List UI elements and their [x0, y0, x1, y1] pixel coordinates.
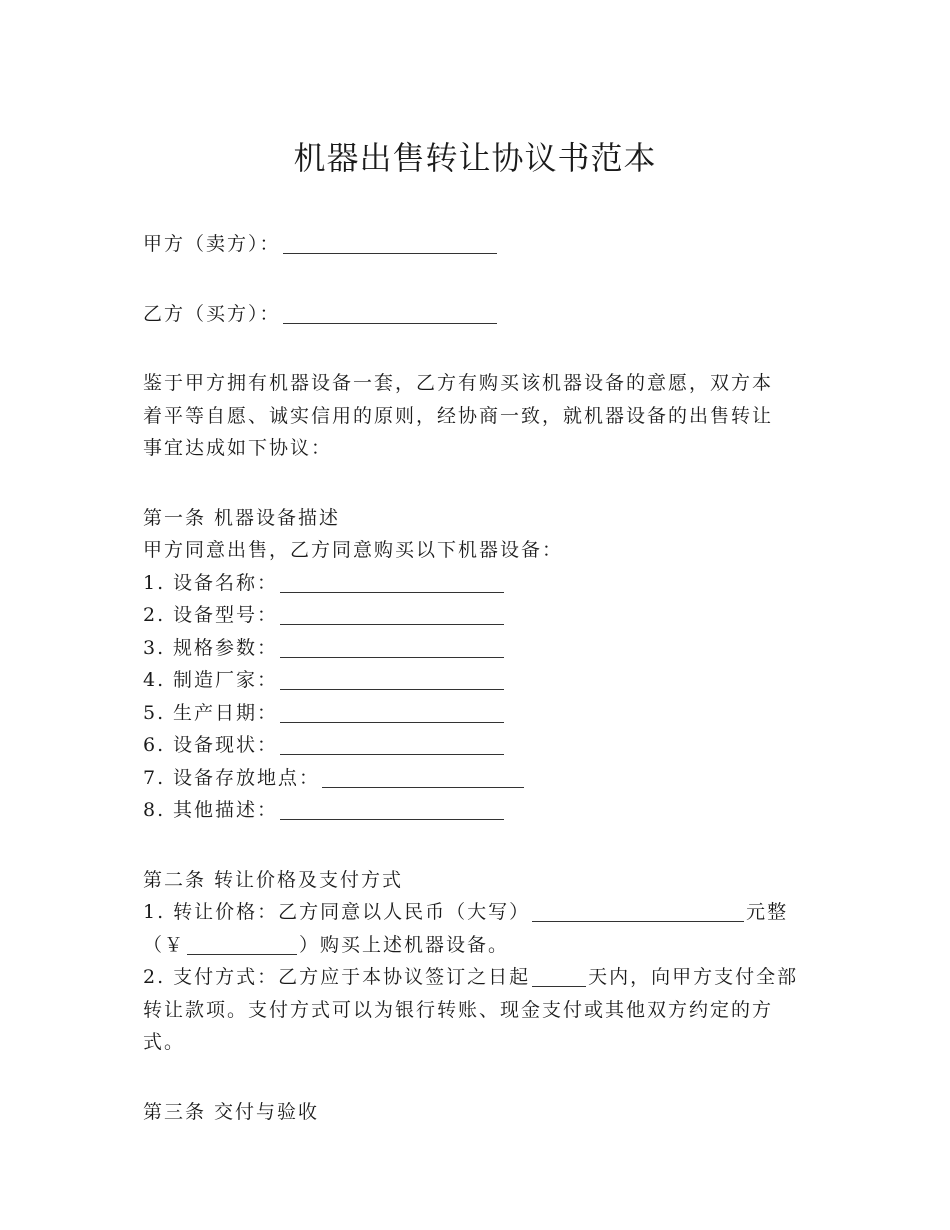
payment-line-2: 转让款项。支付方式可以为银行转账、现金支付或其他双方约定的方 [143, 998, 774, 1021]
item-blank [280, 637, 504, 658]
equipment-item [143, 567, 808, 600]
item-blank [280, 734, 504, 755]
payment-line-3: 式。 [143, 1031, 186, 1053]
item-blank [280, 604, 504, 625]
item-label: 生产日期： [173, 701, 279, 724]
item-number: 4. [143, 669, 166, 691]
item-number: 6. [143, 734, 166, 756]
document-body [143, 228, 808, 1128]
article-2-heading: 第二条 转让价格及支付方式 [143, 868, 404, 891]
item-blank [280, 572, 504, 593]
item-number: 5. [143, 701, 166, 724]
item-number: 3. [143, 636, 166, 659]
item-blank [322, 767, 524, 788]
payment-line [143, 961, 808, 994]
item-label: 设备型号： [173, 604, 279, 626]
article-3-heading: 第三条 交付与验收 [143, 1100, 320, 1123]
payment-days-blank [532, 966, 586, 987]
item-label: 制造厂家： [173, 669, 279, 691]
equipment-item [143, 599, 808, 632]
price-amount-blank [532, 901, 744, 922]
preamble-line: 着平等自愿、诚实信用的原则，经协商一致，就机器设备的出售转让 [143, 404, 774, 427]
preamble-line: 鉴于甲方拥有机器设备一套，乙方有购买该机器设备的意愿，双方本 [143, 372, 774, 394]
party-b-blank [283, 303, 497, 324]
equipment-item [143, 697, 808, 730]
item-blank [280, 669, 504, 690]
party-b-line [143, 298, 808, 331]
item-number: 7. [143, 766, 166, 789]
payment-suffix: 天内，向甲方支付全部 [588, 966, 799, 988]
party-a-blank [283, 233, 497, 254]
price-prefix: 1. 转让价格：乙方同意以人民币（大写） [143, 901, 531, 923]
item-label: 设备现状： [173, 734, 279, 756]
party-a-label: 甲方（卖方）： [143, 233, 281, 255]
article-1-heading: 第一条 机器设备描述 [143, 506, 341, 529]
preamble-line: 事宜达成如下协议： [143, 437, 333, 459]
equipment-item [143, 664, 808, 697]
price-line2-suffix: ）购买上述机器设备。 [299, 933, 510, 956]
equipment-item [143, 762, 808, 795]
item-blank [280, 799, 504, 820]
payment-prefix: 2. 支付方式：乙方应于本协议签订之日起 [143, 966, 531, 988]
item-label: 设备存放地点： [173, 766, 321, 789]
price-line2-prefix: （￥ [143, 933, 186, 956]
article-1-intro: 甲方同意出售，乙方同意购买以下机器设备： [143, 539, 564, 561]
document-title: 机器出售转让协议书范本 [293, 139, 657, 177]
item-number: 1. [143, 571, 166, 594]
item-blank [280, 702, 504, 723]
equipment-item [143, 729, 808, 762]
price-number-blank [187, 934, 297, 955]
item-label: 规格参数： [173, 636, 279, 659]
item-label: 设备名称： [173, 571, 279, 594]
equipment-item [143, 794, 808, 827]
party-a-line [143, 228, 808, 261]
price-suffix: 元整 [746, 901, 789, 923]
item-number: 8. [143, 799, 166, 821]
price-line [143, 896, 808, 929]
equipment-item [143, 632, 808, 665]
item-label: 其他描述： [173, 799, 279, 821]
item-number: 2. [143, 604, 166, 626]
party-b-label: 乙方（买方）： [143, 302, 281, 325]
price-line-2 [143, 929, 808, 962]
